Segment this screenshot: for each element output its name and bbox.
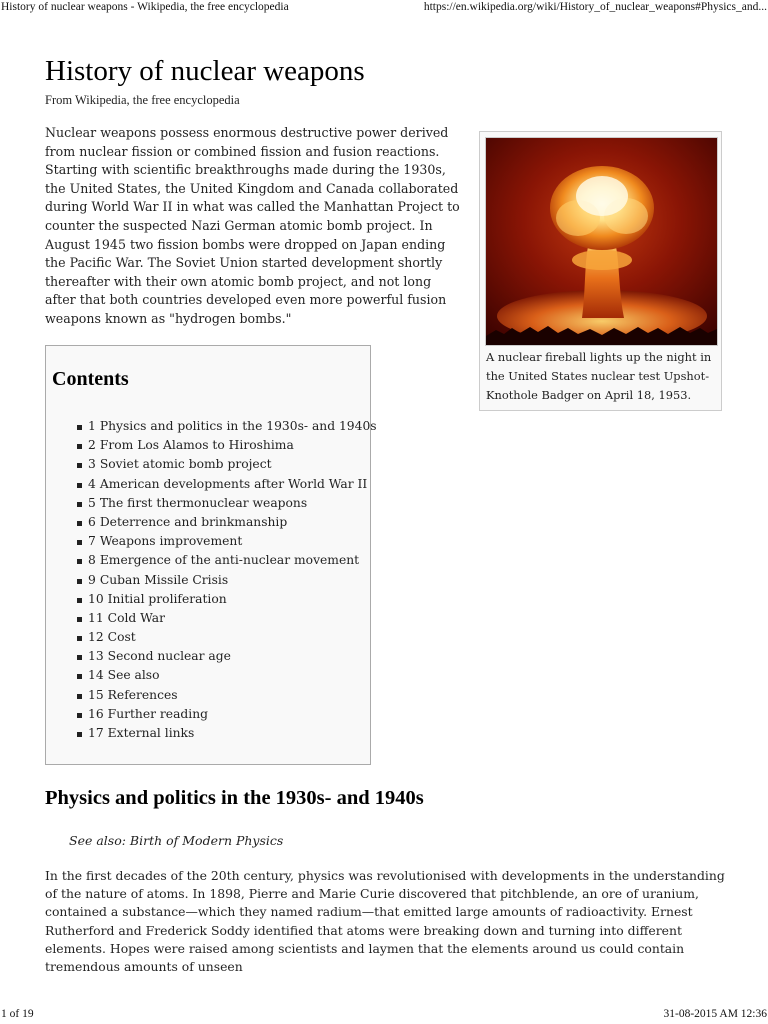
print-url[interactable]: https://en.wikipedia.org/wiki/History_of_nuclear_weapons#Physics_and...: [423, 1, 767, 13]
print-datetime: 31-08-2015 AM 12:36: [663, 1008, 767, 1020]
toc-item-label[interactable]: American developments after World War II: [99, 476, 368, 491]
toc-item[interactable]: [72, 417, 377, 436]
toc-item-label[interactable]: Second nuclear age: [107, 649, 231, 664]
print-page-number: 1 of 19: [1, 1008, 34, 1020]
intro-paragraph: Nuclear weapons possess enormous destructive power derived from nuclear fission or combined fission and fusion reactions. Starting with scientific breakthroughs made during the 1930s, the United States, the United Kingdom and Canada collaborated during World War II in what was called the Manhattan Project to counter the suspected Nazi German atomic bomb project. In August 1945 two fission bombs were dropped on Japan ending the Pacific War. The Soviet Union started development shortly thereafter with their own atomic bomb project, and not long after that both countries developed even more powerful fusion weapons known as "hydrogen bombs.": [45, 125, 460, 326]
toc-item-label[interactable]: Initial proliferation: [107, 591, 227, 606]
site-tagline: From Wikipedia, the free encyclopedia: [45, 93, 240, 107]
toc-item-label[interactable]: External links: [107, 726, 195, 740]
bullet-icon: [77, 655, 82, 660]
toc-item-number: 9: [88, 572, 96, 587]
toc-item-label[interactable]: References: [107, 687, 178, 702]
toc-item-label[interactable]: Further reading: [107, 706, 208, 721]
toc-item-number: 2: [88, 438, 96, 453]
bullet-icon: [77, 636, 82, 641]
toc-item-number: 14: [88, 668, 104, 683]
toc-item[interactable]: [72, 666, 377, 685]
toc-item-number: 12: [88, 630, 104, 645]
toc-item[interactable]: [72, 628, 377, 647]
toc-title: Contents: [52, 368, 129, 390]
toc-item-number: 10: [88, 591, 104, 606]
toc-item[interactable]: [72, 513, 377, 532]
bullet-icon: [77, 444, 82, 449]
toc-item-label[interactable]: Cost: [107, 630, 136, 645]
toc-item-label[interactable]: Cold War: [107, 610, 165, 625]
bullet-icon: [77, 425, 82, 430]
toc-item[interactable]: [72, 705, 377, 724]
print-page-title: History of nuclear weapons - Wikipedia, the free encyclopedia: [1, 1, 289, 13]
table-of-contents: [45, 345, 377, 765]
infobox-thumbnail: [479, 131, 722, 411]
toc-item-number: 7: [88, 534, 96, 549]
toc-item-label[interactable]: The first thermonuclear weapons: [99, 495, 308, 510]
toc-item-label[interactable]: Deterrence and brinkmanship: [99, 514, 288, 529]
print-footer: [0, 1008, 768, 1024]
toc-item-label[interactable]: From Los Alamos to Hiroshima: [99, 438, 294, 453]
bullet-icon: [77, 598, 82, 603]
toc-item[interactable]: [72, 455, 377, 474]
toc-item-number: 11: [88, 610, 104, 625]
image-caption: A nuclear fireball lights up the night in the United States nuclear test Upshot-Knothole Badger on April 18, 1953.: [486, 350, 712, 402]
toc-item-number: 1: [88, 419, 96, 433]
bullet-icon: [77, 617, 82, 622]
bullet-icon: [77, 483, 82, 488]
toc-item[interactable]: [72, 686, 377, 705]
bullet-icon: [77, 694, 82, 699]
section-heading: Physics and politics in the 1930s- and 1940s: [45, 787, 424, 809]
toc-item-number: 5: [88, 495, 96, 510]
toc-item-number: 13: [88, 649, 104, 664]
bullet-icon: [77, 579, 82, 584]
toc-item[interactable]: [72, 609, 377, 628]
toc-item-label[interactable]: Cuban Missile Crisis: [99, 572, 229, 587]
bullet-icon: [77, 463, 82, 468]
toc-item[interactable]: [72, 724, 377, 743]
toc-list: [72, 417, 377, 743]
toc-item[interactable]: [72, 436, 377, 455]
toc-item-label[interactable]: See also: [107, 668, 160, 683]
toc-item-number: 8: [88, 553, 96, 568]
bullet-icon: [77, 559, 82, 564]
toc-item[interactable]: [72, 551, 377, 570]
toc-item-label[interactable]: Emergence of the anti-nuclear movement: [99, 553, 360, 568]
toc-item[interactable]: [72, 475, 377, 494]
toc-item[interactable]: [72, 647, 377, 666]
toc-item-label[interactable]: Soviet atomic bomb project: [99, 457, 272, 472]
nuclear-fireball-image[interactable]: [485, 137, 718, 346]
section-paragraph: In the first decades of the 20th century, physics was revolutionised with developments in the understanding of the nature of atoms. In 1898, Pierre and Marie Curie discovered that pitchblende, an ore of uranium, contained a substance—which they named radium—that emitted large amounts of radioactivity. Ernest Rutherford and Frederick Soddy identified that atoms were breaking down and turning into different elements. Hopes were raised among scientists and laymen that the elements around us could contain tremendous amounts of unseen: [45, 868, 725, 975]
toc-item-number: 3: [88, 457, 96, 472]
print-header: [0, 1, 768, 17]
toc-item-label[interactable]: Weapons improvement: [99, 534, 243, 549]
toc-item[interactable]: [72, 494, 377, 513]
toc-item-label[interactable]: Physics and politics in the 1930s- and 1940s: [99, 419, 377, 433]
see-also-hatnote[interactable]: See also: Birth of Modern Physics: [69, 833, 284, 848]
bullet-icon: [77, 502, 82, 507]
bullet-icon: [77, 521, 82, 526]
toc-item-number: 4: [88, 476, 96, 491]
toc-item[interactable]: [72, 590, 377, 609]
toc-item-number: 17: [88, 726, 104, 740]
toc-item[interactable]: [72, 532, 377, 551]
toc-item-number: 6: [88, 514, 96, 529]
toc-item-number: 15: [88, 687, 104, 702]
toc-item-number: 16: [88, 706, 104, 721]
bullet-icon: [77, 732, 82, 737]
bullet-icon: [77, 540, 82, 545]
bullet-icon: [77, 674, 82, 679]
toc-item[interactable]: [72, 571, 377, 590]
page-title: History of nuclear weapons: [45, 55, 365, 87]
bullet-icon: [77, 713, 82, 718]
